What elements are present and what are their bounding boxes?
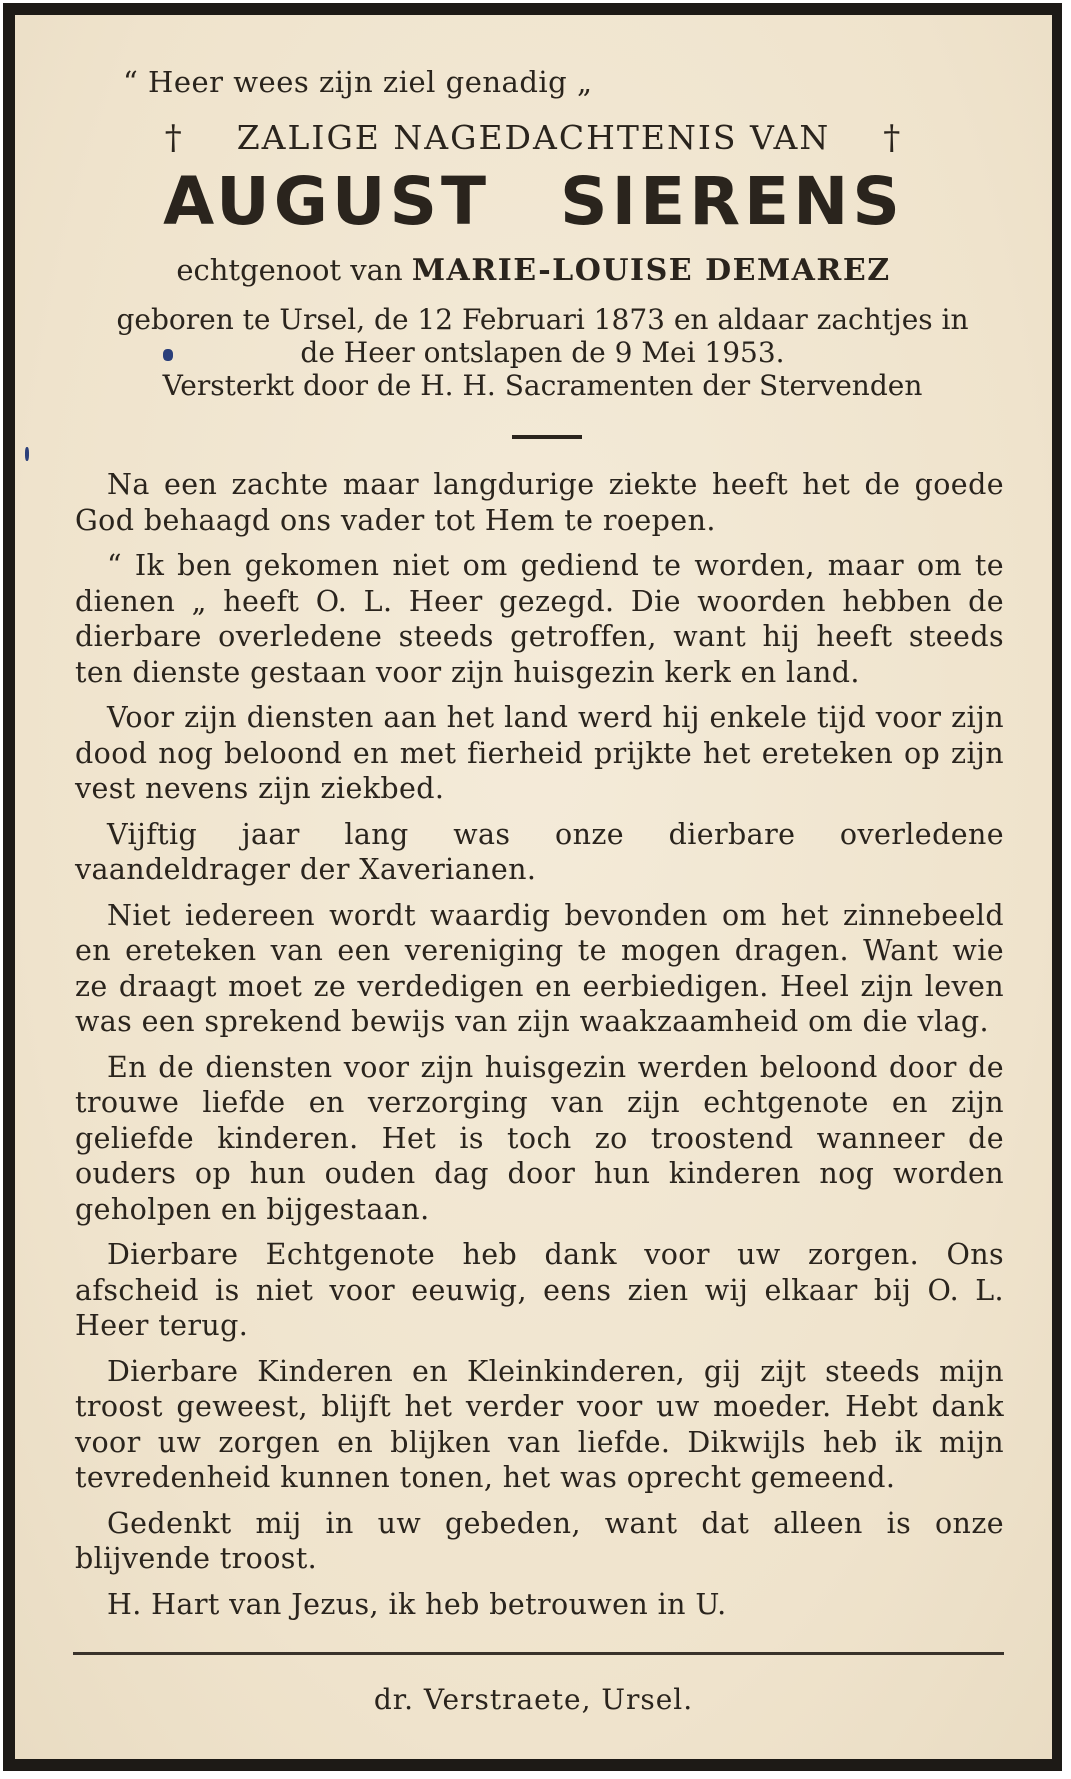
- paragraph: Gedenkt mij in uw gebeden, want dat alleen is onze blijvende troost.: [75, 1506, 1004, 1575]
- spouse-line: [15, 253, 1052, 288]
- paragraph: Niet iedereen wordt waardig bevonden om het zinnebeeld en ereteken van een vereniging te mogen dragen. Want wie ze draagt moet ze verdedigen en eerbiedigen. Heel zijn leven was een sprekend bewijs van zijn waakzaamheid om die vlag.: [75, 898, 1004, 1038]
- deceased-name: [15, 163, 1052, 240]
- death-line: de Heer ontslapen de 9 Mei 1953.: [300, 336, 785, 369]
- cross-left-icon: †: [164, 118, 184, 158]
- heading-title: ZALIGE NAGEDACHTENIS VAN: [236, 118, 831, 157]
- birth-line: geboren te Ursel, de 12 Februari 1873 en aldaar zachtjes in: [116, 303, 969, 336]
- printer-credit: dr. Verstraete, Ursel.: [373, 1683, 694, 1716]
- ink-speck: [25, 447, 29, 461]
- paragraph: En de diensten voor zijn huisgezin werden beloond door de trouwe liefde en verzorging van zijn echtgenote en zijn geliefde kinderen. Het is toch zo troostend wanneer de ouders op hun ouden dag door hun kinderen nog worden geholpen en bijgestaan.: [75, 1050, 1004, 1226]
- paragraph: Na een zachte maar langdurige ziekte heeft het de goede God behaagd ons vader tot Hem te roepen.: [75, 468, 1004, 537]
- card-paper: [15, 15, 1052, 1759]
- paragraph: Dierbare Kinderen en Kleinkinderen, gij zijt steeds mijn troost geweest, blijft het verder voor uw moeder. Hebt dank voor uw zorgen en blijken van liefde. Dikwijls heb ik mijn tevredenheid kunnen tonen, het was oprecht gemeend.: [75, 1354, 1004, 1494]
- ink-speck: [163, 349, 173, 361]
- paragraph: Voor zijn diensten aan het land werd hij enkele tijd voor zijn dood nog beloond en met fierheid prijkte het ereteken op zijn vest nevens zijn ziekbed.: [75, 701, 1004, 805]
- heading: [15, 118, 1052, 158]
- paragraph: Dierbare Echtgenote heb dank voor uw zorgen. Ons afscheid is niet voor eeuwig, eens zien wij elkaar bij O. L. Heer terug.: [75, 1238, 1004, 1342]
- birth-death-block: [75, 303, 1010, 402]
- divider-short: [512, 435, 582, 439]
- sacraments-line: Versterkt door de H. H. Sacramenten der Stervenden: [162, 369, 923, 402]
- memorial-card: [3, 3, 1062, 1771]
- spouse-prefix: echtgenoot van: [176, 253, 403, 287]
- body-text: [75, 467, 1004, 1622]
- deceased-last-name: SIERENS: [560, 163, 904, 240]
- paragraph: H. Hart van Jezus, ik heb betrouwen in U.: [107, 1587, 727, 1621]
- cross-right-icon: †: [883, 118, 903, 158]
- paragraph: Vijftig jaar lang was onze dierbare overledene vaandeldrager der Xaverianen.: [75, 817, 1004, 886]
- motto: “ Heer wees zijn ziel genadig „: [123, 65, 593, 99]
- paragraph: “ Ik ben gekomen niet om gediend te worden, maar om te dienen „ heeft O. L. Heer gezegd. Die woorden hebben de dierbare overledene steeds getroffen, want hij heeft steeds ten dienste gestaan voor zijn huisgezin kerk en land.: [75, 549, 1004, 689]
- divider-long: [73, 1652, 1004, 1655]
- deceased-first-name: AUGUST: [163, 163, 491, 240]
- spouse-name: MARIE-LOUISE DEMAREZ: [411, 253, 891, 288]
